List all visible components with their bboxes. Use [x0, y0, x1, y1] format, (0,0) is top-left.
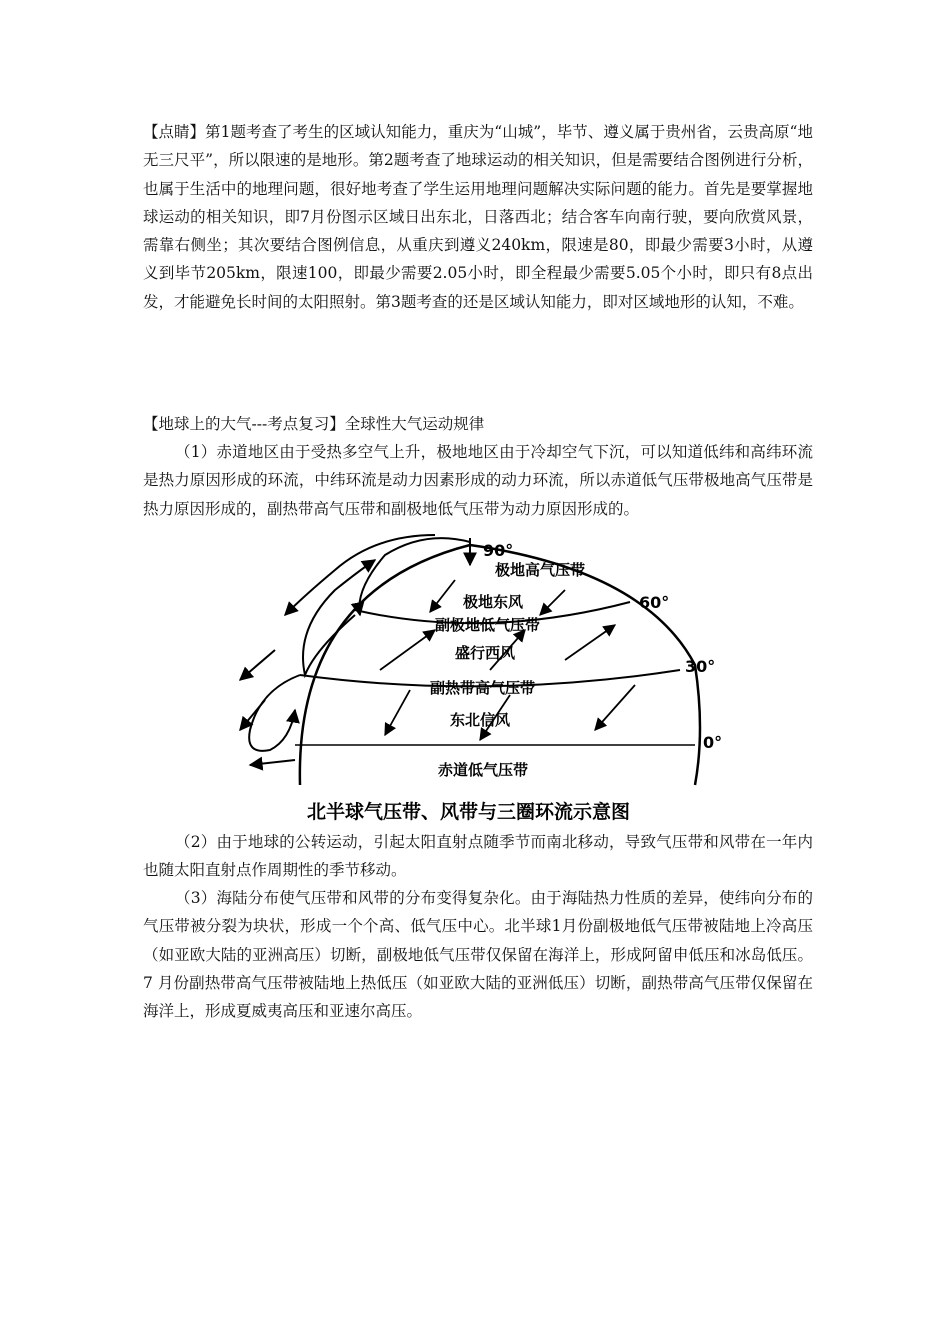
paragraph-2: （2）由于地球的公转运动，引起太阳直射点随季节而南北移动，导致气压带和风带在一年内也随太阳直射点作周期性的季节移动。 [143, 833, 813, 880]
westerly-arrow-1 [380, 630, 435, 670]
paragraph-1: （1）赤道地区由于受热多空气上升，极地地区由于冷却空气下沉，可以知道低纬和高纬环流是热力原因形成的环流，中纬环流是动力因素形成的动力环流，所以赤道低气压带极地高气压带是热力原因形成的，副热带高气压带和副极地低气压带为动力原因形成的。 [143, 443, 813, 518]
lat-0-label: 0° [703, 733, 723, 752]
polar-easterly-arrow-1 [430, 580, 455, 612]
hemisphere-outline [300, 545, 700, 785]
paragraph-3: （3）海陆分布使气压带和风带的分布变得复杂化。由于海陆热力性质的差异，使纬向分布的气压带被分裂为块状，形成一个个高、低气压中心。北半球1月份副极地低气压带被陆地上冷高压（如亚欧大陆的亚洲高压）切断，副极地低气压带仅保留在海洋上，形成阿留申低压和冰岛低压。7 月份副热带高气压带被陆地上热低压（如亚欧大陆的亚洲低压）切断，副热带高气压带仅保留在海洋上，形成夏威夷高压和亚速尔高压。 [143, 889, 813, 1021]
subpolar-low-label: 副极地低气压带 [435, 616, 541, 634]
polar-easterlies-label: 极地东风 [463, 593, 524, 611]
lat-90-label: 90° [483, 541, 514, 560]
lat-30-label: 30° [685, 657, 716, 676]
lat-60-label: 60° [639, 593, 670, 612]
left-upper-arrow [240, 650, 275, 680]
section-title: 【地球上的大气---考点复习】全球性大气运动规律 [143, 415, 485, 433]
polar-high-label: 极地高气压带 [495, 561, 586, 579]
diagram-caption: 北半球气压带、风带与三圈环流示意图 [307, 801, 631, 823]
ferrel-cell-loop [303, 560, 375, 675]
ne-trades-label: 东北信风 [450, 711, 511, 729]
subtropical-high-label: 副热带高气压带 [430, 679, 536, 697]
surface-return-arrow [250, 760, 295, 765]
equatorial-low-label: 赤道低气压带 [438, 761, 529, 779]
westerly-arrow-3 [565, 625, 615, 660]
trade-wind-arrow-1 [385, 690, 410, 735]
westerlies-label: 盛行西风 [455, 644, 516, 662]
polar-easterly-arrow-2 [540, 590, 565, 615]
hadley-cell-loop [249, 675, 300, 751]
left-mid-arrow [240, 700, 265, 730]
pressure-wind-belt-diagram [225, 530, 765, 830]
dianjing-paragraph: 【点睛】第1题考查了考生的区域认知能力，重庆为“山城”，毕节、遵义属于贵州省，云贵高原“地无三尺平”，所以限速的是地形。第2题考查了地球运动的相关知识，但是需要结合图例进行分析，也属于生活中的地理问题，很好地考查了学生运用地理问题解决实际问题的能力。首先是要掌握地球运动的相关知识，即7月份图示区域日出东北，日落西北；结合客车向南行驶，要向欣赏风景，需靠右侧坐；其次要结合图例信息，从重庆到遵义240km，限速是80，即最少需要3小时，从遵义到毕节205km，限速100，即最少需要2.05小时，即全程最少需要5.05个小时，即只有8点出发，才能避免长时间的太阳照射。第3题考查的还是区域认知能力，即对区域地形的认知，不难。 [143, 123, 813, 311]
trade-wind-arrow-3 [595, 685, 635, 730]
